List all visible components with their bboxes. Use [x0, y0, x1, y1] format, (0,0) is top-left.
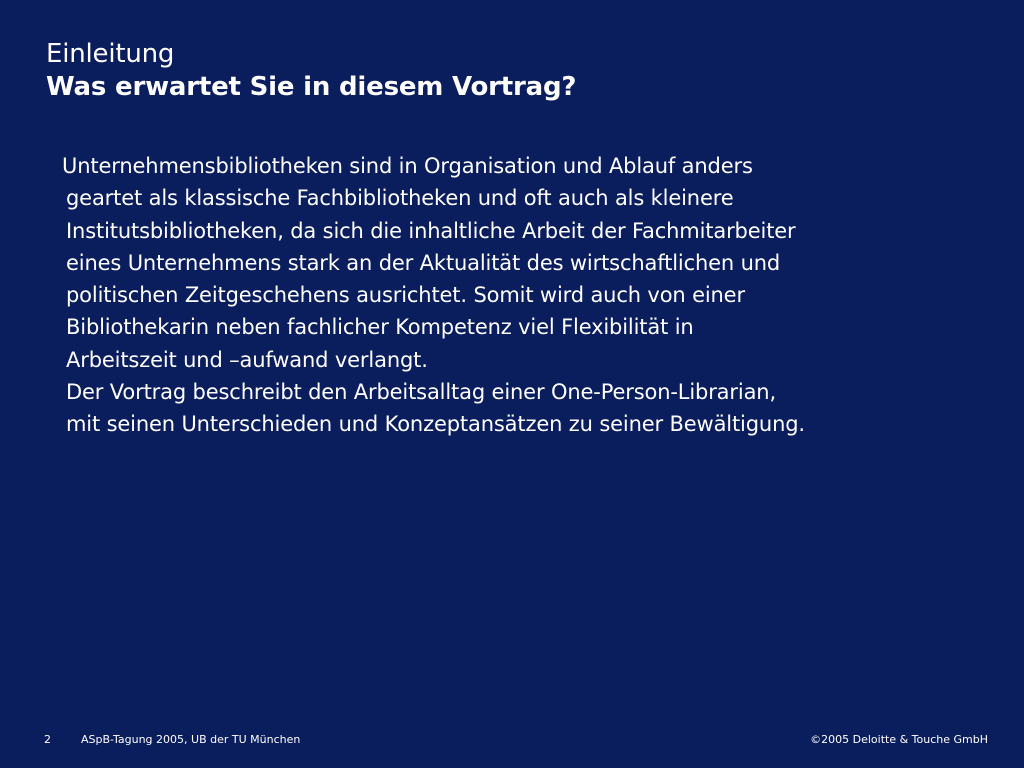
text-line: Bibliothekarin neben fachlicher Kompetenz viel Flexibilität in — [66, 315, 694, 340]
text-line: eines Unternehmens stark an der Aktualität des wirtschaftlichen und — [66, 250, 781, 275]
page-number: 2 — [44, 733, 51, 746]
slide-body — [62, 150, 996, 441]
text-line: politischen Zeitgeschehens ausrichtet. Somit wird auch von einer — [66, 283, 745, 308]
slide-heading: Was erwartet Sie in diesem Vortrag? — [46, 72, 577, 102]
slide-footer — [0, 731, 1024, 751]
copyright-notice: ©2005 Deloitte & Touche GmbH — [810, 733, 988, 746]
paragraph-intro — [62, 150, 996, 376]
section-title: Einleitung — [46, 39, 175, 69]
text-line: Unternehmensbibliotheken sind in Organisation und Ablauf anders — [62, 154, 753, 178]
text-line: Institutsbibliotheken, da sich die inhaltliche Arbeit der Fachmitarbeiter — [66, 218, 796, 243]
text-line: Arbeitszeit und –aufwand verlangt. — [66, 347, 428, 372]
event-label: ASpB-Tagung 2005, UB der TU München — [81, 733, 301, 746]
paragraph-summary — [66, 376, 996, 441]
text-line: mit seinen Unterschieden und Konzeptansätzen zu seiner Bewältigung. — [66, 412, 805, 437]
text-line: geartet als klassische Fachbibliotheken und oft auch als kleinere — [66, 186, 734, 211]
text-line: Der Vortrag beschreibt den Arbeitsalltag einer One-Person-Librarian, — [66, 380, 776, 405]
slide-title — [46, 38, 986, 104]
